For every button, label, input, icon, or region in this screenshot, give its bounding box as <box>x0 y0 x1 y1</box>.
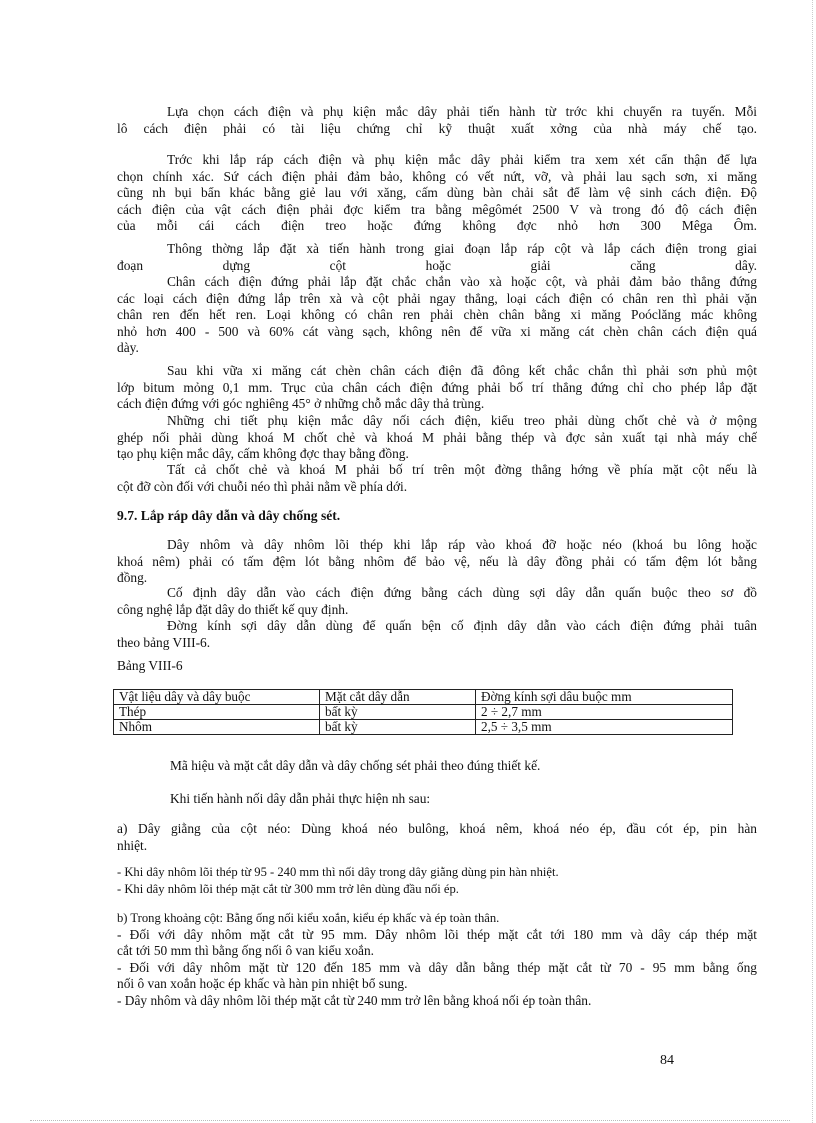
text-line: Lựa chọn cách điện và phụ kiện mắc dây phải tiến hành từ trớc khi chuyển ra tuyến. Mỗi <box>167 104 757 119</box>
paragraph-13 <box>117 821 757 854</box>
table-cell: 2 ÷ 2,7 mm <box>476 705 733 720</box>
table-cell: Thép <box>114 705 320 720</box>
text-line: Những chi tiết phụ kiện mắc dây nối cách điện, kiểu treo phải dùng chốt chẻ và ở mộng <box>167 413 757 428</box>
text-line: lớp bitum mỏng 0,1 mm. Trục của chân cách điện đứng phải bố trí thẳng đứng chỉ cho phép lắp đặt <box>117 379 757 395</box>
text-line: đồng. <box>117 570 148 585</box>
table-header-row <box>114 690 733 705</box>
text-line: công nghệ lắp đặt dây do thiết kế quy định. <box>117 601 349 617</box>
text-line: các loại cách điện đứng lắp trên xà và cột phải ngay thẳng, loại cách điện có chân ren thì phải vặn <box>117 290 757 306</box>
text-line: Dây nhôm và dây nhôm lõi thép khi lắp ráp vào khoá đỡ hoặc néo (khoá bu lông hoặc <box>167 537 757 552</box>
table-row <box>114 720 733 735</box>
text-line: Đờng kính sợi dây dẫn dùng để quấn bện cố định dây dẫn vào cách điện đứng phải tuân <box>167 618 757 633</box>
table-cell: Nhôm <box>114 720 320 735</box>
text-line: - Đối với dây nhôm mặt cắt từ 95 mm. Dây nhôm lõi thép mặt cắt tới 180 mm và dây cáp thép mặt <box>117 926 757 942</box>
text-line: tạo phụ kiện mắc dây, cấm không đợc thay bằng đồng. <box>117 446 409 461</box>
page-right-edge <box>812 0 813 1123</box>
text-line: cách điện đứng với góc nghiêng 45° ở những chỗ mắc dây thả trùng. <box>117 396 485 411</box>
table-cell: bất kỳ <box>320 705 476 720</box>
paragraph-10 <box>117 618 757 651</box>
table-cell: 2,5 ÷ 3,5 mm <box>476 720 733 735</box>
text-line: nối ô van xoắn hoặc ép khấc và hàn pin nhiệt bổ sung. <box>117 976 408 991</box>
text-line: của mỗi cái cách điện treo hoặc đứng không đợc nhỏ hơn 300 Mêga Ôm. <box>117 218 757 233</box>
wire-table <box>113 689 733 735</box>
text-line: nhiệt. <box>117 837 148 853</box>
text-line: cũng nh bụi bẩn khác bằng giẻ lau với xăng, cấm dùng bàn chải sắt để làm vệ sinh cách điện. Độ <box>117 185 757 200</box>
table-cell: bất kỳ <box>320 720 476 735</box>
text-line: - Dây nhôm và dây nhôm lõi thép mặt cắt từ 240 mm trở lên bằng khoá nối ép toàn thân. <box>117 992 592 1008</box>
text-line: cột đỡ còn đối với chuỗi néo thì phải nằm về phía dới. <box>117 478 408 494</box>
text-line: - Khi dây nhôm lõi thép từ 95 - 240 mm thì nối dây trong dây giằng dùng pin hàn nhiệt. <box>117 865 559 879</box>
text-line: đoạn dựng cột hoặc giải căng dây. <box>117 257 757 273</box>
text-line: cắt tới 50 mm thì bằng ống nối ô van kiểu xoắn. <box>117 943 374 958</box>
text-line: theo bảng VIII-6. <box>117 634 211 650</box>
text-line: ghép nối phải dùng khoá M chốt chẻ và khoá M phải bằng thép và đợc sản xuất tại nhà máy chế <box>117 429 757 445</box>
text-line: Mã hiệu và mặt cắt dây dẫn và dây chống sét phải theo đúng thiết kế. <box>170 758 541 773</box>
text-line: - Đối với dây nhôm mặt từ 120 đến 185 mm và dây dẫn bằng thép mặt cắt từ 70 - 95 mm bằng ống <box>117 959 757 975</box>
table-header-cell: Mặt cắt dây dẫn <box>320 690 476 705</box>
text-line: b) Trong khoảng cột: Bằng ống nối kiểu xoắn, kiểu ép khấc và ép toàn thân. <box>117 911 500 925</box>
paragraph-5 <box>117 363 757 413</box>
paragraph-14 <box>117 864 757 897</box>
paragraph-2 <box>117 152 757 235</box>
text-line: dày. <box>117 340 139 355</box>
paragraph-9 <box>117 585 757 618</box>
paragraph-1 <box>117 104 757 137</box>
paragraph-15 <box>117 910 757 1009</box>
text-line: Sau khi vữa xi măng cát chèn chân cách điện đã đông kết chắc chắn thì phải sơn phủ một <box>167 363 757 378</box>
text-line: chân ren đến hết ren. Loại không có chân ren phải chèn chân bằng xi măng Poóclăng mác không <box>117 307 757 322</box>
paragraph-3 <box>117 241 757 274</box>
paragraph-12 <box>170 791 757 808</box>
paragraph-11 <box>170 758 757 775</box>
text-line: - Khi dây nhôm lõi thép mặt cắt từ 300 mm trở lên dùng đầu nối ép. <box>117 881 459 896</box>
text-line: cách điện của vật cách điện phải đợc kiểm tra bằng mêgômét 2500 V và trong đó độ cách điện <box>117 201 757 217</box>
paragraph-4 <box>117 274 757 357</box>
text-line: lô cách điện phải có tài liệu chứng chỉ kỹ thuật xuất xởng của nhà máy chế tạo. <box>117 120 757 136</box>
text-line: Chân cách điện đứng phải lắp đặt chắc chắn vào xà hoặc cột, và phải đảm bảo thẳng đứng <box>167 274 757 289</box>
paragraph-8 <box>117 537 757 587</box>
section-heading: 9.7. Lắp ráp dây dẫn và dây chống sét. <box>117 508 341 523</box>
text-line: Khi tiến hành nối dây dẫn phải thực hiện nh sau: <box>170 791 431 806</box>
text-line: nhỏ hơn 400 - 500 và 60% cát vàng sạch, không nên để vữa xi măng cát chèn chân cách điện quá <box>117 323 757 339</box>
paragraph-7 <box>117 462 757 495</box>
paragraph-6 <box>117 413 757 463</box>
table-header-cell: Vật liệu dây và dây buộc <box>114 690 320 705</box>
table-header-cell: Đờng kính sợi dâu buộc mm <box>476 690 733 705</box>
text-line: a) Dây giằng của cột néo: Dùng khoá néo bulông, khoá nêm, khoá néo ép, đầu cót ép, pin hàn <box>117 821 757 836</box>
text-line: Trớc khi lắp ráp cách điện và phụ kiện mắc dây phải kiểm tra xem xét cẩn thận để lựa <box>167 152 757 167</box>
text-line: khoá nêm) phải có tấm đệm lót bằng nhôm để bảo vệ, nếu là dây đồng phải có tấm đệm lót bằng <box>117 553 757 569</box>
page-bottom-divider <box>30 1120 790 1121</box>
text-line: Thông thờng lắp đặt xà tiến hành trong giai đoạn lắp ráp cột và lắp cách điện trong giai <box>167 241 757 256</box>
text-line: chọn chính xác. Sứ cách điện phải đảm bảo, không có vết nứt, vỡ, và phải lau sạch sơn, xi măng <box>117 168 757 184</box>
table-row <box>114 705 733 720</box>
text-line: Cố định dây dẫn vào cách điện đứng bằng cách dùng sợi dây dẫn quấn buộc theo sơ đồ <box>167 585 757 600</box>
table-caption: Bảng VIII-6 <box>117 658 183 673</box>
text-line: Tất cả chốt chẻ và khoá M phải bố trí trên một đờng thẳng hớng về phía mặt cột nếu là <box>167 462 757 477</box>
page-number: 84 <box>660 1053 674 1068</box>
